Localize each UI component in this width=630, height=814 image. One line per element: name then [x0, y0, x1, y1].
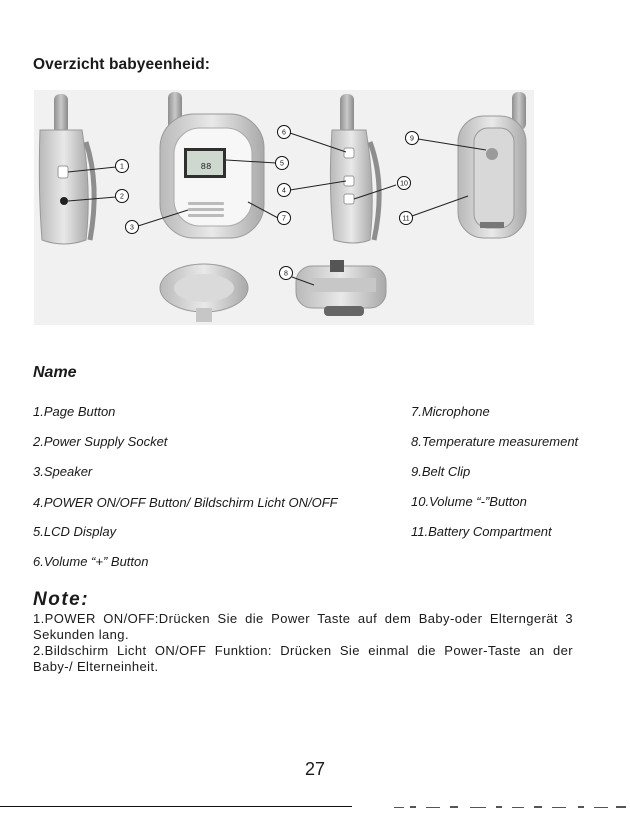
svg-text:9: 9 — [410, 135, 414, 143]
svg-text:11: 11 — [402, 215, 410, 223]
note-body — [33, 611, 573, 675]
list-item: 5.LCD Display — [33, 524, 117, 539]
callout-10 — [398, 177, 411, 190]
list-item: 10.Volume “-”Button — [411, 494, 527, 509]
list-item: 8.Temperature measurement — [411, 434, 579, 449]
svg-text:10: 10 — [400, 180, 408, 188]
note-heading: Note: — [33, 589, 90, 610]
list-item: 9.Belt Clip — [411, 464, 471, 479]
svg-text:2: 2 — [120, 193, 124, 201]
footer-rule — [0, 806, 352, 807]
list-item: 3.Speaker — [33, 464, 93, 479]
list-item: 11.Battery Compartment — [411, 524, 552, 539]
list-item: 2.Power Supply Socket — [33, 434, 168, 449]
svg-text:88: 88 — [200, 162, 212, 172]
svg-text:8: 8 — [284, 270, 288, 278]
callout-2 — [116, 190, 129, 203]
device-diagram — [34, 90, 534, 325]
note-line-1: 1.POWER ON/OFF:Drücken Sie die Power Taste auf dem Baby-oder Elterngerät 3 Sekunden lang. — [33, 611, 573, 642]
list-item: 7.Microphone — [411, 404, 490, 419]
list-item: 4.POWER ON/OFF Button/ Bildschirm Licht ON/OFF — [33, 495, 338, 510]
svg-text:6: 6 — [282, 129, 286, 137]
list-item: 1.Page Button — [33, 404, 116, 419]
callout-11 — [400, 212, 413, 225]
callout-8 — [280, 267, 293, 280]
svg-text:7: 7 — [282, 215, 286, 223]
callout-7 — [278, 212, 291, 225]
list-item: 6.Volume “+” Button — [33, 554, 149, 569]
note-line-2: 2.Bildschirm Licht ON/OFF Funktion: Drücken Sie einmal die Power-Taste an der Baby-/ Elterneinheit. — [33, 643, 573, 674]
section-heading: Overzicht babyeenheid: — [33, 56, 211, 73]
svg-text:5: 5 — [280, 160, 284, 168]
svg-text:3: 3 — [130, 224, 134, 232]
callout-3 — [126, 221, 139, 234]
name-heading: Name — [33, 364, 77, 381]
unit-bottom-view — [296, 260, 386, 316]
callout-5 — [276, 157, 289, 170]
page-number: 27 — [304, 759, 326, 779]
callout-9 — [406, 132, 419, 145]
footer-scan-artifact — [392, 803, 630, 811]
callout-4 — [278, 184, 291, 197]
callout-6 — [278, 126, 291, 139]
callout-1 — [116, 160, 129, 173]
svg-text:1: 1 — [120, 163, 124, 171]
svg-text:4: 4 — [282, 187, 286, 195]
